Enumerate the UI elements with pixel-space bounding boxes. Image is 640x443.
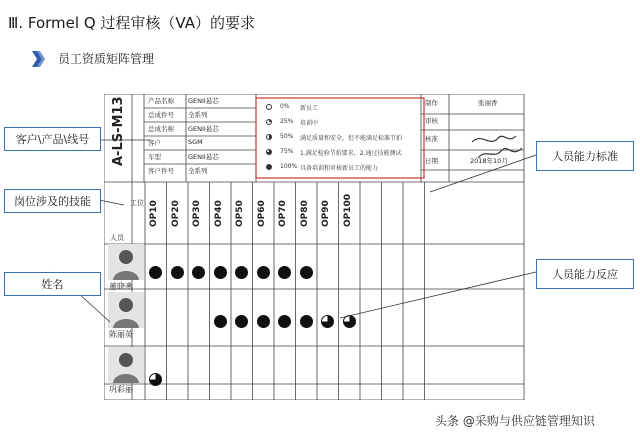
field-value: GENII悬芯 <box>188 153 219 161</box>
legend-percent: 50% <box>280 133 294 140</box>
operation-header: OP60 <box>256 200 267 227</box>
callout-customer-product-line: 客户\产品\线号 <box>4 127 101 151</box>
legend-description: 新员工 <box>300 105 319 112</box>
person-label: 人员 <box>110 234 124 242</box>
legend-percent: 100% <box>280 163 298 170</box>
legend-description: 满足质量和安全，但不能满足标准节拍 <box>300 135 403 142</box>
person-name: 巩彩丽 <box>109 385 133 394</box>
document-code: A-LS-M13 <box>111 96 126 166</box>
legend-percent: 75% <box>280 148 294 155</box>
operation-header: OP90 <box>321 200 331 227</box>
legend-description: 1.满足检验节拍要求，2.通过技能测试 <box>300 150 402 157</box>
operation-header: OP100 <box>342 193 353 227</box>
legend-description: 具备培训和审核新员工的能力 <box>300 165 379 172</box>
operation-header: OP80 <box>299 200 310 227</box>
operation-header: OP30 <box>192 200 202 227</box>
person-name: 陈丽英 <box>109 330 133 339</box>
signoff-label: 审核 <box>425 117 438 125</box>
signoff-label: 日期 <box>425 157 438 165</box>
operation-header: OP10 <box>149 200 159 227</box>
legend-percent: 25% <box>280 118 294 125</box>
field-label: 总成件号 <box>148 111 174 119</box>
page-title: Ⅲ. Formel Q 过程审核（VA）的要求 <box>8 14 255 32</box>
signoff-label: 制作 <box>425 99 438 107</box>
operation-header: OP70 <box>278 200 288 227</box>
station-label: 工位 <box>130 199 144 207</box>
operation-header: OP50 <box>235 200 245 227</box>
field-value: SGM <box>188 138 203 146</box>
field-label: 客户 <box>148 139 161 147</box>
callout-competence-reflection: 人员能力反应 <box>536 259 634 289</box>
field-label: 车型 <box>148 153 161 161</box>
field-label: 产品名称 <box>148 97 174 105</box>
signoff-label: 核准 <box>425 135 438 143</box>
legend-description: 培训中 <box>300 120 319 127</box>
signoff-value: 2018年10月 <box>470 157 508 165</box>
watermark: 头条 @采购与供应链管理知识 <box>435 414 595 428</box>
field-value: GENII悬芯 <box>188 97 219 105</box>
field-value: 全系列 <box>188 167 208 175</box>
callout-post-skills: 岗位涉及的技能 <box>4 189 101 213</box>
callout-name: 姓名 <box>4 272 101 296</box>
signoff-value: 张丽香 <box>478 99 498 107</box>
person-name: 董晓燕 <box>109 282 133 291</box>
operation-header: OP20 <box>170 200 181 227</box>
callout-competence-standard: 人员能力标准 <box>536 141 634 171</box>
field-label: 总成名称 <box>148 125 174 133</box>
operation-header: OP40 <box>213 200 224 227</box>
field-value: GENII悬芯 <box>188 125 219 133</box>
field-value: 全系列 <box>188 111 208 119</box>
section-subtitle: 员工资质矩阵管理 <box>58 52 155 66</box>
field-label: 客户件号 <box>148 167 174 175</box>
legend-percent: 0% <box>280 103 290 110</box>
